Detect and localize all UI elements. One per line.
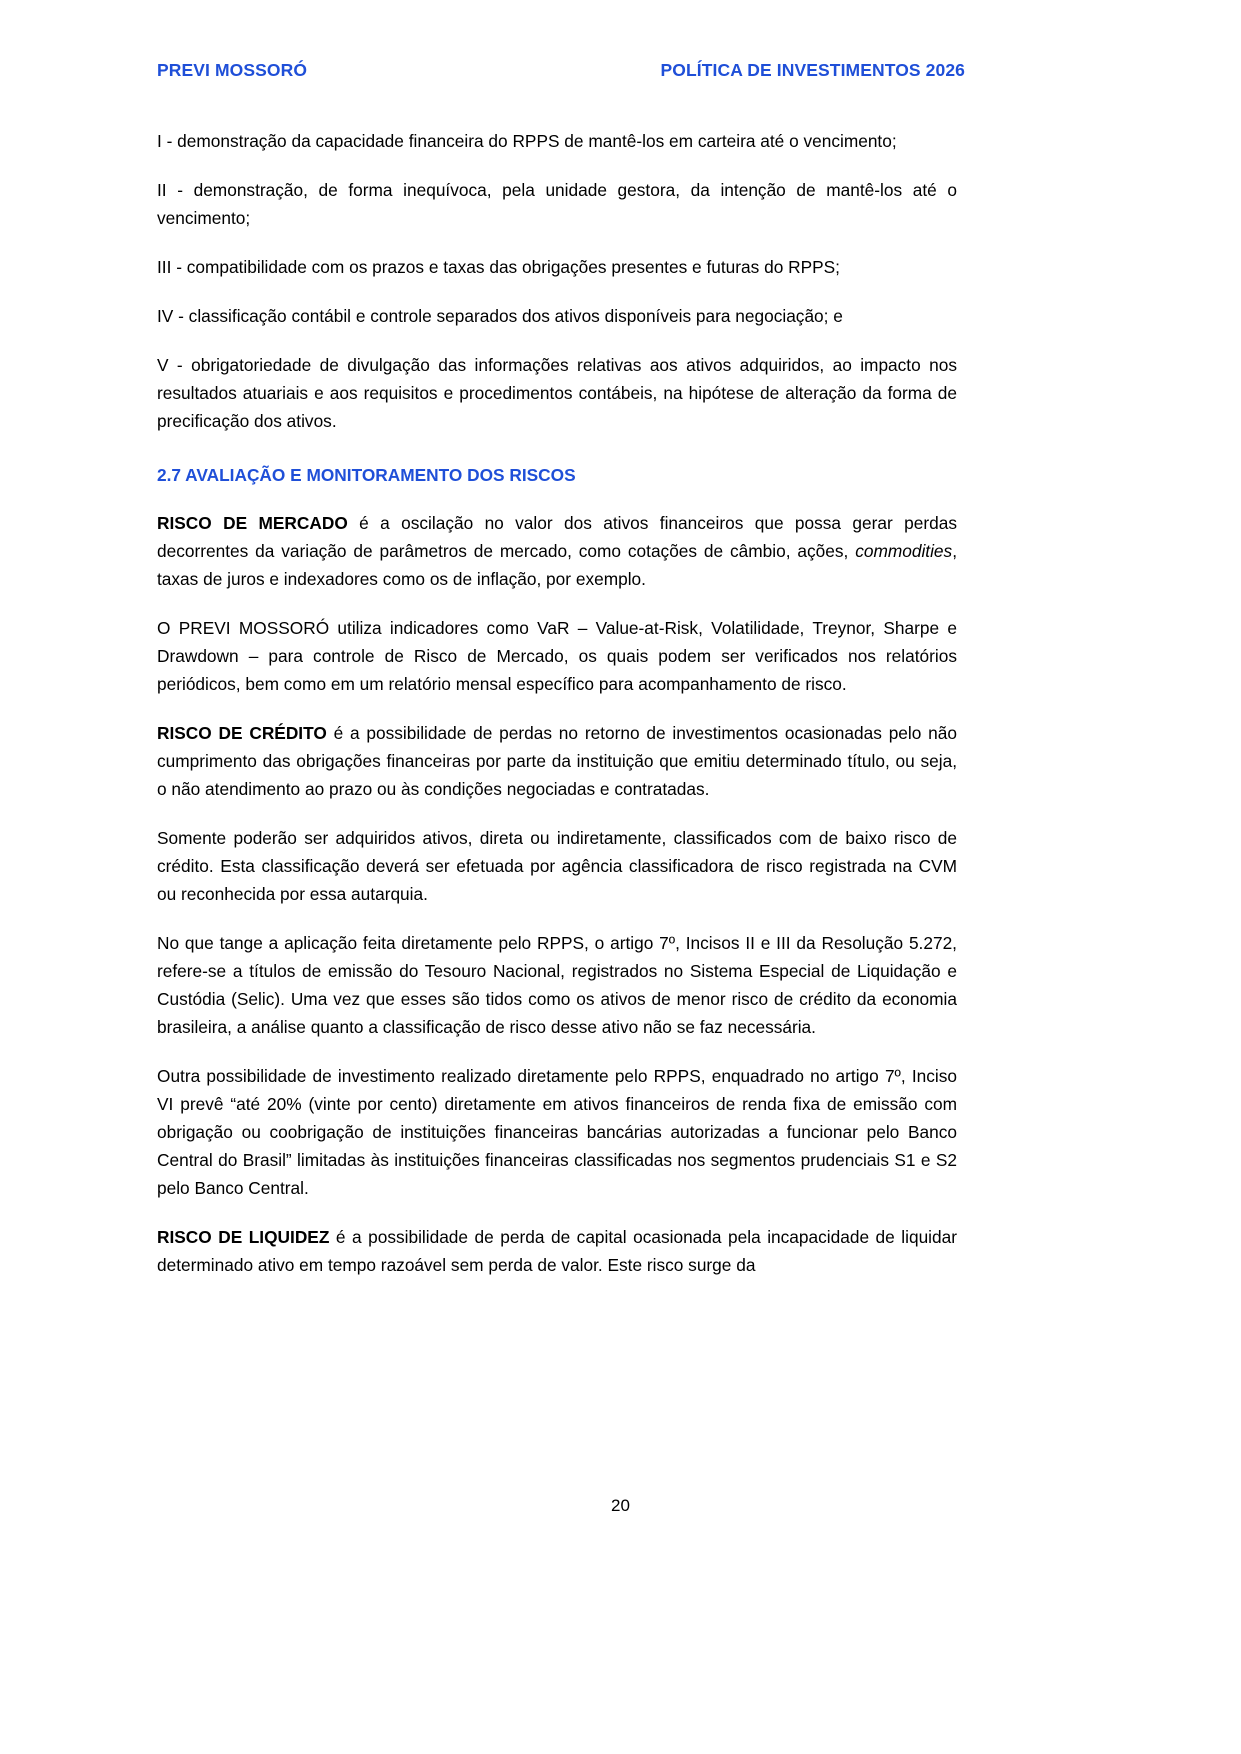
page-content [157, 60, 965, 1301]
page-footer [0, 1496, 1241, 1516]
page-number: 20 [611, 1496, 630, 1515]
paragraph-tesouro-nacional: No que tange a aplicação feita diretamente pelo RPPS, o artigo 7º, Incisos II e III da Resolução 5.272, refere-se a títulos de emissão do Tesouro Nacional, registrados no Sistema Especial de Liquidação e Custódia (Selic). Uma vez que esses são tidos como os ativos de menor risco de crédito da economia brasileira, a análise quanto a classificação de risco desse ativo não se faz necessária. [157, 933, 957, 1038]
paragraph-indicadores: O PREVI MOSSORÓ utiliza indicadores como VaR – Value-at-Risk, Volatilidade, Treynor, Sharpe e Drawdown – para controle de Risco de Mercado, os quais podem ser verificados nos relatórios periódicos, bem como em um relatório mensal específico para acompanhamento de risco. [157, 618, 957, 695]
risco-liquidez-text: é a possibilidade de perda de capital ocasionada pela incapacidade de liquidar determinado ativo em tempo razoável sem perda de valor. Este risco surge da [157, 1227, 957, 1276]
section-heading: 2.7 AVALIAÇÃO E MONITORAMENTO DOS RISCOS [157, 465, 576, 486]
risco-credito-text: é a possibilidade de perdas no retorno de investimentos ocasionadas pelo não cumprimento das obrigações financeiras por parte da instituição que emitiu determinado título, ou seja, o não atendimento ao prazo ou às condições negociadas e contratadas. [157, 723, 957, 800]
list-item: IV - classificação contábil e controle separados dos ativos disponíveis para negociação; e [157, 306, 843, 327]
risco-credito-label: RISCO DE CRÉDITO [157, 723, 327, 744]
list-item: III - compatibilidade com os prazos e taxas das obrigações presentes e futuras do RPPS; [157, 257, 840, 278]
header-document-title [661, 60, 965, 81]
paragraph-risco-credito [157, 719, 957, 803]
risco-mercado-text-a: é a oscilação no valor dos ativos financeiros que possa gerar perdas decorrentes da variação de parâmetros de mercado, como cotações de câmbio, ações, [157, 513, 957, 562]
header-entity-name: PREVI MOSSORÓ [157, 60, 308, 80]
header-title-text: POLÍTICA DE INVESTIMENTOS [660, 60, 926, 80]
paragraph-risco-mercado [157, 509, 957, 593]
list-item: I - demonstração da capacidade financeira do RPPS de mantê-los em carteira até o vencimento; [157, 131, 897, 151]
paragraph-renda-fixa: Outra possibilidade de investimento realizado diretamente pelo RPPS, enquadrado no artigo 7º, Inciso VI prevê “até 20% (vinte por cento) diretamente em ativos financeiros de renda fixa de emissão com obrigação ou coobrigação de instituições financeiras bancárias autorizadas a funcionar pelo Banco Central do Brasil” limitadas às instituições financeiras classificadas nos segmentos prudenciais S1 e S2 pelo Banco Central. [157, 1066, 957, 1199]
risco-mercado-label: RISCO DE MERCADO [157, 513, 348, 534]
risco-liquidez-label: RISCO DE LIQUIDEZ [157, 1227, 330, 1248]
risco-mercado-text-b: , taxas de juros e indexadores como os de inflação, por exemplo. [157, 541, 957, 590]
paragraph-risco-liquidez [157, 1223, 957, 1279]
document-body [157, 127, 957, 1280]
header-year: 2026 [925, 60, 965, 80]
list-item: V - obrigatoriedade de divulgação das informações relativas aos ativos adquiridos, ao impacto nos resultados atuariais e aos requisitos e procedimentos contábeis, na hipótese de alteração da forma de precificação dos ativos. [157, 355, 957, 432]
paragraph-baixo-risco: Somente poderão ser adquiridos ativos, direta ou indiretamente, classificados com de baixo risco de crédito. Esta classificação deverá ser efetuada por agência classificadora de risco registrada na CVM ou reconhecida por essa autarquia. [157, 828, 957, 905]
list-item: II - demonstração, de forma inequívoca, pela unidade gestora, da intenção de mantê-los até o vencimento; [157, 180, 957, 229]
page-header [157, 60, 965, 87]
commodities-italic: commodities [855, 541, 953, 562]
